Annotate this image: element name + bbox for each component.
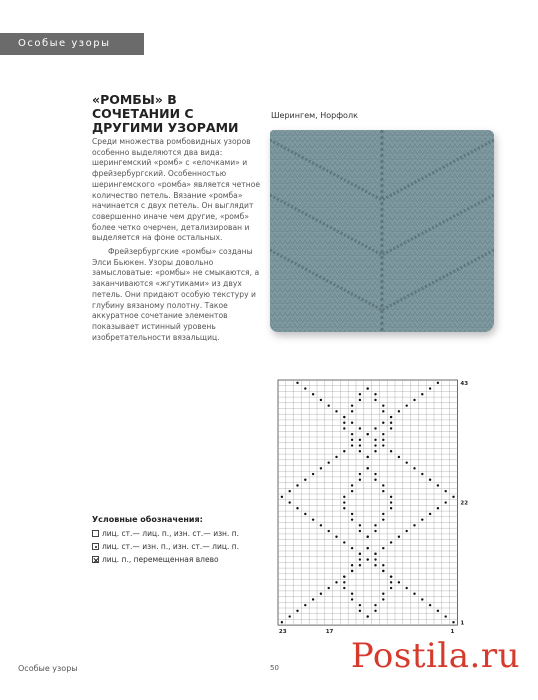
legend <box>92 515 239 566</box>
purl-stitch <box>351 490 353 492</box>
purl-stitch <box>359 604 361 606</box>
purl-stitch <box>413 467 415 469</box>
purl-stitch <box>359 564 361 566</box>
purl-stitch <box>390 581 392 583</box>
knitting-chart <box>270 378 470 638</box>
purl-stitch <box>343 581 345 583</box>
purl-stitch <box>382 598 384 600</box>
purl-stitch <box>390 541 392 543</box>
purl-stitch <box>343 427 345 429</box>
chart-col-label: 23 <box>278 629 287 636</box>
purl-stitch <box>359 450 361 452</box>
purl-stitch <box>367 547 369 549</box>
purl-stitch <box>320 467 322 469</box>
purl-stitch <box>359 427 361 429</box>
purl-stitch <box>445 501 447 503</box>
purl-stitch <box>351 564 353 566</box>
purl-stitch <box>359 553 361 555</box>
knit-icon <box>92 530 99 537</box>
purl-stitch <box>421 598 423 600</box>
legend-text-cross: лиц. п., перемещенная влево <box>102 555 219 564</box>
purl-stitch <box>367 456 369 458</box>
purl-stitch <box>382 490 384 492</box>
purl-stitch <box>445 615 447 617</box>
purl-stitch <box>406 587 408 589</box>
purl-stitch <box>452 496 454 498</box>
purl-icon <box>92 543 99 550</box>
purl-stitch <box>343 575 345 577</box>
purl-stitch <box>406 404 408 406</box>
purl-stitch <box>328 404 330 406</box>
purl-stitch <box>359 444 361 446</box>
purl-stitch <box>429 604 431 606</box>
purl-stitch <box>382 433 384 435</box>
purl-stitch <box>390 422 392 424</box>
purl-stitch <box>374 473 376 475</box>
purl-stitch <box>304 479 306 481</box>
purl-stitch <box>335 410 337 412</box>
purl-stitch <box>359 473 361 475</box>
purl-stitch <box>406 461 408 463</box>
legend-text-knit: лиц. ст.— лиц. п., изн. ст.— изн. п. <box>102 529 240 538</box>
swatch-texture <box>270 130 494 332</box>
purl-stitch <box>437 610 439 612</box>
cross-icon <box>92 556 99 563</box>
legend-text-purl: лиц. ст.— изн. п., изн. ст.— лиц. п. <box>102 542 240 551</box>
purl-stitch <box>296 610 298 612</box>
purl-stitch <box>343 496 345 498</box>
purl-stitch <box>398 536 400 538</box>
purl-stitch <box>359 558 361 560</box>
purl-stitch <box>351 433 353 435</box>
legend-row-knit <box>92 527 239 540</box>
purl-stitch <box>382 439 384 441</box>
purl-stitch <box>351 444 353 446</box>
purl-stitch <box>320 524 322 526</box>
purl-stitch <box>429 479 431 481</box>
chart-col-label: 17 <box>325 629 334 636</box>
purl-stitch <box>398 456 400 458</box>
purl-stitch <box>390 496 392 498</box>
purl-stitch <box>382 513 384 515</box>
purl-stitch <box>374 399 376 401</box>
purl-stitch <box>343 422 345 424</box>
article-title: «РОМБЫ» В СОЧЕТАНИИ С ДРУГИМИ УЗОРАМИ <box>92 92 239 135</box>
purl-stitch <box>421 473 423 475</box>
purl-stitch <box>359 530 361 532</box>
purl-stitch <box>382 484 384 486</box>
purl-stitch <box>374 427 376 429</box>
purl-stitch <box>421 393 423 395</box>
purl-stitch <box>413 399 415 401</box>
purl-stitch <box>351 404 353 406</box>
article-column <box>92 93 264 343</box>
purl-stitch <box>359 479 361 481</box>
purl-stitch <box>374 530 376 532</box>
purl-stitch <box>320 399 322 401</box>
purl-stitch <box>343 450 345 452</box>
purl-stitch <box>390 501 392 503</box>
chart-row-label: 22 <box>460 500 469 507</box>
purl-stitch <box>398 581 400 583</box>
section-tab: Особые узоры <box>0 33 144 55</box>
purl-stitch <box>374 564 376 566</box>
page-number: 50 <box>270 664 279 672</box>
purl-stitch <box>382 410 384 412</box>
purl-stitch <box>312 473 314 475</box>
purl-stitch <box>351 410 353 412</box>
purl-stitch <box>359 439 361 441</box>
purl-stitch <box>390 587 392 589</box>
footer-section-title: Особые узоры <box>18 664 78 673</box>
purl-stitch <box>437 382 439 384</box>
chart-row-label: 1 <box>460 620 465 627</box>
purl-stitch <box>359 524 361 526</box>
purl-stitch <box>328 461 330 463</box>
purl-stitch <box>374 479 376 481</box>
purl-stitch <box>289 615 291 617</box>
purl-stitch <box>351 547 353 549</box>
purl-stitch <box>421 518 423 520</box>
purl-stitch <box>359 399 361 401</box>
purl-stitch <box>382 570 384 572</box>
purl-stitch <box>351 484 353 486</box>
purl-stitch <box>351 570 353 572</box>
purl-stitch <box>374 604 376 606</box>
watermark-logo <box>351 636 520 676</box>
purl-stitch <box>374 444 376 446</box>
purl-stitch <box>437 484 439 486</box>
purl-stitch <box>351 513 353 515</box>
purl-stitch <box>351 422 353 424</box>
article-paragraph-1: Среди множества ромбовидных узоров особенно выделяются два вида: шерингемский «ромб» с «елочками» и фрейзербургский. Особенностью шерингемского «ромба» является четное количество петель. Вязание «ромба» начинается с двух петель. Он выглядит совершенно иначе чем другие, «ромб» более четко очерчен, детализирован и выделяется на фоне остальных. <box>92 137 261 243</box>
purl-stitch <box>343 501 345 503</box>
purl-stitch <box>374 553 376 555</box>
purl-stitch <box>413 593 415 595</box>
purl-stitch <box>296 382 298 384</box>
purl-stitch <box>413 524 415 526</box>
purl-stitch <box>374 610 376 612</box>
purl-stitch <box>351 598 353 600</box>
purl-stitch <box>281 621 283 623</box>
purl-stitch <box>382 422 384 424</box>
purl-stitch <box>390 416 392 418</box>
purl-stitch <box>437 507 439 509</box>
article-paragraph-2: Фрейзербургские «ромбы» созданы Элси Бьюкен. Узоры довольно замысловатые: «ромбы» не смыкаются, а заканчиваются «жгутиками» из двух петель. Они придают особую текстуру и глубину вязаному полотну. Такое аккуратное сочетание элементов показывает истинный уровень изобретательности вязальщиц. <box>92 247 260 342</box>
purl-stitch <box>351 518 353 520</box>
purl-stitch <box>367 536 369 538</box>
purl-stitch <box>390 575 392 577</box>
purl-stitch <box>390 450 392 452</box>
purl-stitch <box>304 387 306 389</box>
purl-stitch <box>382 593 384 595</box>
purl-stitch <box>335 536 337 538</box>
purl-stitch <box>335 581 337 583</box>
purl-stitch <box>374 524 376 526</box>
purl-stitch <box>367 387 369 389</box>
purl-stitch <box>343 587 345 589</box>
knitted-swatch-photo <box>270 130 494 332</box>
purl-stitch <box>281 496 283 498</box>
purl-stitch <box>335 456 337 458</box>
purl-stitch <box>304 604 306 606</box>
purl-stitch <box>406 530 408 532</box>
watermark-tld: ru <box>480 636 520 676</box>
watermark-dot: . <box>469 636 481 676</box>
purl-stitch <box>382 547 384 549</box>
purl-stitch <box>374 450 376 452</box>
photo-caption: Шерингем, Норфолк <box>271 111 358 120</box>
purl-stitch <box>382 518 384 520</box>
purl-stitch <box>382 564 384 566</box>
purl-stitch <box>390 507 392 509</box>
purl-stitch <box>328 587 330 589</box>
purl-stitch <box>367 615 369 617</box>
purl-stitch <box>328 530 330 532</box>
purl-stitch <box>359 610 361 612</box>
purl-stitch <box>312 598 314 600</box>
purl-stitch <box>351 593 353 595</box>
purl-stitch <box>351 439 353 441</box>
purl-stitch <box>320 593 322 595</box>
legend-title: Условные обозначения: <box>92 515 203 524</box>
purl-stitch <box>367 433 369 435</box>
purl-stitch <box>429 387 431 389</box>
purl-stitch <box>367 558 369 560</box>
purl-stitch <box>304 513 306 515</box>
purl-stitch <box>343 507 345 509</box>
chart-frame <box>278 380 457 625</box>
purl-stitch <box>312 518 314 520</box>
chart-col-label: 1 <box>450 629 455 636</box>
purl-stitch <box>445 490 447 492</box>
purl-stitch <box>452 621 454 623</box>
purl-stitch <box>343 541 345 543</box>
purl-stitch <box>343 416 345 418</box>
purl-stitch <box>312 393 314 395</box>
chart-row-label: 43 <box>460 380 469 387</box>
purl-stitch <box>374 393 376 395</box>
purl-stitch <box>296 484 298 486</box>
legend-row-cross <box>92 553 239 566</box>
watermark-main: Postila <box>350 636 470 676</box>
purl-stitch <box>398 410 400 412</box>
purl-stitch <box>374 558 376 560</box>
purl-stitch <box>289 490 291 492</box>
purl-stitch <box>359 393 361 395</box>
purl-stitch <box>429 513 431 515</box>
purl-stitch <box>374 439 376 441</box>
purl-stitch <box>390 427 392 429</box>
purl-stitch <box>296 507 298 509</box>
purl-stitch <box>382 404 384 406</box>
purl-stitch <box>289 501 291 503</box>
purl-stitch <box>382 444 384 446</box>
legend-row-purl <box>92 540 239 553</box>
purl-stitch <box>367 467 369 469</box>
